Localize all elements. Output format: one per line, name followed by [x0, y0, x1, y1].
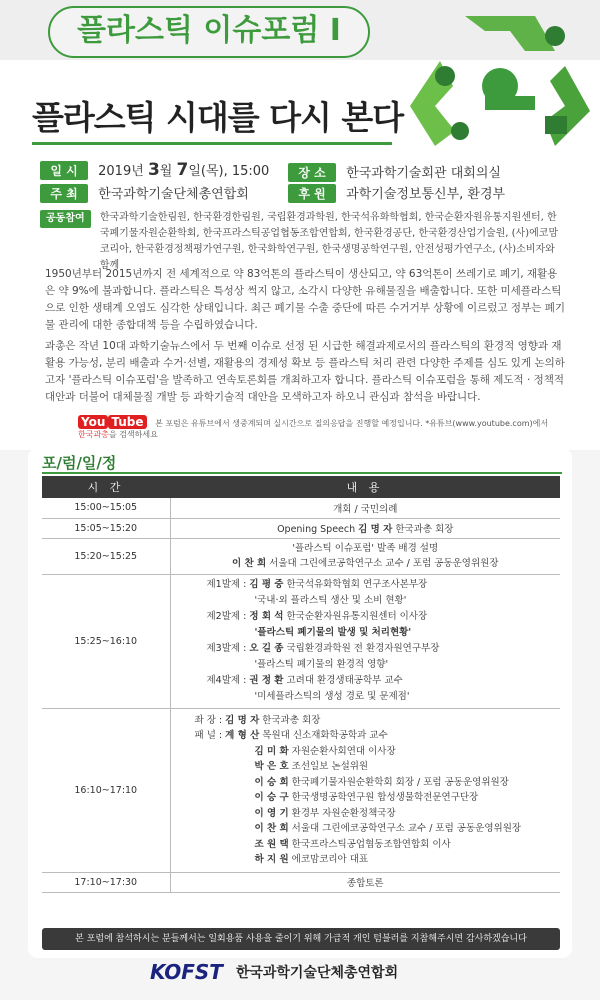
date-prefix: 2019년 — [98, 164, 144, 179]
panelist-name: 조 원 택 — [254, 838, 289, 850]
date-day-suffix: 일(목), 15:00 — [188, 164, 270, 179]
youtube-highlight: 한국과총 — [78, 430, 109, 439]
intro-paragraph-2: 과총은 작년 10대 과학기술뉴스에서 두 번째 이슈로 선정 된 시급한 해결과제로서의 플라스틱의 환경적 영향과 재활용 가능성, 분리 배출과 수거·선별, 재활용의 경제성 확보 등 플라스틱 처리 관련 다양한 주제를 심도 있게 논의하고자 '플라스틱 이슈포럼'을 발족하고 연속토론회를 개최하고자 합니다. 플라스틱 이슈포럼을 통해 제도적 · 정책적 대안과 더불어 대체물질 개발 등 과학기술적 대안을 모색하고자 하오니 관심과 참석을 바랍니다. — [45, 340, 565, 403]
row-content: 종합토론 — [170, 872, 560, 892]
talk-speaker: 김 평 중 — [249, 579, 284, 590]
date-month: 3 — [147, 160, 160, 180]
host-label: 주 최 — [40, 184, 88, 203]
panelist-name: 이 영 기 — [254, 807, 289, 819]
table-row — [42, 708, 560, 872]
sponsor-value: 과학기술정보통신부, 환경부 — [346, 187, 506, 202]
panelist-affil: 에코맘코리아 대표 — [288, 854, 369, 865]
panelist-affil: 환경부 자원순환정책국장 — [288, 807, 396, 819]
talk-topic: '국내·외 플라스틱 생산 및 소비 현황' — [254, 595, 407, 606]
talk-affil: 한국석유화학협회 연구조사본부장 — [283, 579, 428, 590]
row-content — [170, 538, 560, 574]
recycle-icon — [405, 6, 595, 156]
panelist-name: 하 지 원 — [254, 854, 289, 865]
date-day: 7 — [176, 160, 189, 180]
chair-affil: 한국과총 회장 — [259, 714, 321, 726]
row-time: 15:05~15:20 — [42, 518, 170, 538]
row-time: 15:00~15:05 — [42, 498, 170, 518]
col-time: 시 간 — [42, 476, 170, 498]
table-row — [42, 518, 560, 538]
panelist-name: 이 승 희 — [254, 776, 289, 788]
row-time: 17:10~17:30 — [42, 872, 170, 892]
panelist-affil: 자원순환사회연대 이사장 — [288, 745, 396, 757]
kofst-logo: KOFST — [150, 960, 223, 984]
row-time: 16:10~17:10 — [42, 708, 170, 872]
panelist-name: 계 형 산 — [225, 730, 260, 741]
row-time: 15:20~15:25 — [42, 538, 170, 574]
info-host — [40, 183, 249, 203]
table-row — [42, 872, 560, 892]
partners-value: 한국과학기술한림원, 한국환경한림원, 국립환경과학원, 한국석유화학협회, 한국순환자원유통지원센터, 한국폐기물자원순환학회, 한국프라스틱공업협동조합연합회, 한국환경공단, 한국환경산업기술원, (사)에코맘코리아, 한국환경정책평가연구원, 한국화학연구원, 한국생명공학연구원, 안전성평가연구소, (사)소비자와함께 — [99, 212, 559, 271]
launch-name: 이 찬 희 — [231, 558, 267, 569]
panelist-affil: 한국폐기물자원순환학회 회장 / 포럼 공동운영위원장 — [288, 776, 509, 788]
table-row — [42, 538, 560, 574]
place-label: 장 소 — [288, 163, 336, 182]
panelist-affil: 목원대 신소재화학공학과 교수 — [259, 730, 388, 741]
chair-name: 김 명 자 — [225, 714, 260, 726]
schedule-title: 포/럼/일/정 — [42, 454, 117, 472]
talk-topic: '미세플라스틱의 생성 경로 및 문제점' — [254, 691, 410, 702]
date-label: 일 시 — [40, 161, 88, 180]
host-value: 한국과학기술단체총연합회 — [98, 187, 249, 202]
talk-speaker: 권 정 환 — [249, 675, 284, 686]
panel-label: 패 널 : — [194, 730, 226, 741]
talk-topic: '플라스틱 폐기물의 발생 및 처리현황' — [254, 627, 412, 638]
opening-name: 김 명 자 — [358, 524, 393, 535]
place-value: 한국과학기술회관 대회의실 — [346, 166, 501, 181]
youtube-logo — [78, 415, 147, 429]
panelist-name: 박 은 호 — [254, 761, 289, 772]
opening-pre: Opening Speech — [277, 524, 359, 535]
tumbler-notice: 본 포럼에 참석하시는 분들께서는 일회용품 사용을 줄이기 위해 가급적 개인 텀블러를 지참해주시면 감사하겠습니다 — [42, 928, 560, 950]
opening-post: 한국과총 회장 — [392, 524, 454, 535]
youtube-text: 본 포럼은 유튜브에서 생중계되며 실시간으로 질의응답을 진행할 예정입니다. *유튜브(www.youtube.com)에서 — [155, 419, 549, 428]
row-time: 15:25~16:10 — [42, 574, 170, 708]
table-row — [42, 498, 560, 518]
col-content: 내 용 — [170, 476, 560, 498]
intro-paragraph-1: 1950년부터 2015년까지 전 세계적으로 약 83억톤의 플라스틱이 생산되고, 약 63억톤이 쓰레기로 폐기, 재활용은 약 9%에 불과합니다. 플라스틱은 특성상 썩지 않고, 소각시 다양한 유해물질을 배출합니다. 또한 미세플라스틱으로 인한 생태계 오염도 심각한 상태입니다. 최근 폐기물 수출 중단에 따른 수거거부 상황에 이르렀고 정부는 폐기물 관리에 대한 종합대책 등을 수립하였습니다. — [45, 268, 565, 331]
talk-affil: 국립환경과학원 전 환경자원연구부장 — [283, 643, 440, 654]
youtube-logo-b: Tube — [108, 415, 146, 429]
launch-affil: 서울대 그린에코공학연구소 교수 / 포럼 공동운영위원장 — [266, 558, 499, 569]
page-headline: 플라스틱 시대를 다시 본다 — [32, 98, 404, 137]
panelist-name: 이 승 구 — [254, 792, 289, 803]
info-date — [40, 160, 269, 180]
youtube-notice — [78, 415, 558, 440]
youtube-text-end: 을 검색하세요 — [108, 430, 158, 439]
talk-affil: 한국순환자원유통지원센터 이사장 — [283, 611, 428, 622]
partners-label: 공동참여 — [40, 210, 91, 228]
panelist-affil: 조선일보 논설위원 — [288, 761, 369, 772]
schedule-underline — [42, 472, 562, 474]
row-content — [170, 574, 560, 708]
row-content — [170, 708, 560, 872]
table-header — [42, 476, 560, 498]
sponsor-label: 후 원 — [288, 184, 336, 203]
info-sponsor — [288, 183, 505, 203]
talk-affil: 고려대 환경생태공학부 교수 — [283, 675, 403, 686]
row-content — [170, 518, 560, 538]
launch-desc: '플라스틱 이슈포럼' 발족 배경 설명 — [292, 543, 439, 554]
series-title: 플라스틱 이슈포럼 Ⅰ — [48, 6, 370, 58]
talk-label: 제3발제 : — [206, 643, 250, 654]
org-name: 한국과학기술단체총연합회 — [235, 965, 399, 981]
talk-speaker: 오 길 종 — [249, 643, 284, 654]
table-row — [42, 574, 560, 708]
headline-underline — [32, 142, 392, 145]
talk-label: 제4발제 : — [206, 675, 250, 686]
panelist-affil: 한국프라스틱공업협동조합연합회 이사 — [288, 838, 451, 850]
panelist-affil: 서울대 그린에코공학연구소 교수 / 포럼 공동운영위원장 — [288, 823, 522, 834]
talk-speaker: 정 회 석 — [249, 611, 284, 622]
talk-label: 제1발제 : — [206, 579, 250, 590]
footer — [150, 960, 490, 990]
youtube-logo-a: You — [78, 415, 108, 429]
info-partners — [40, 210, 580, 274]
schedule-table — [42, 476, 560, 893]
panelist-name: 김 미 화 — [254, 745, 289, 757]
panelist-name: 이 찬 희 — [254, 823, 289, 834]
info-place — [288, 162, 501, 182]
date-month-unit: 월 — [159, 164, 173, 179]
row-content: 개회 / 국민의례 — [170, 498, 560, 518]
talk-topic: '플라스틱 폐기물의 환경적 영향' — [254, 659, 389, 670]
talk-label: 제2발제 : — [206, 611, 250, 622]
panelist-affil: 한국생명공학연구원 합성생물학전문연구단장 — [288, 792, 479, 803]
chair-label: 좌 장 : — [194, 714, 226, 726]
